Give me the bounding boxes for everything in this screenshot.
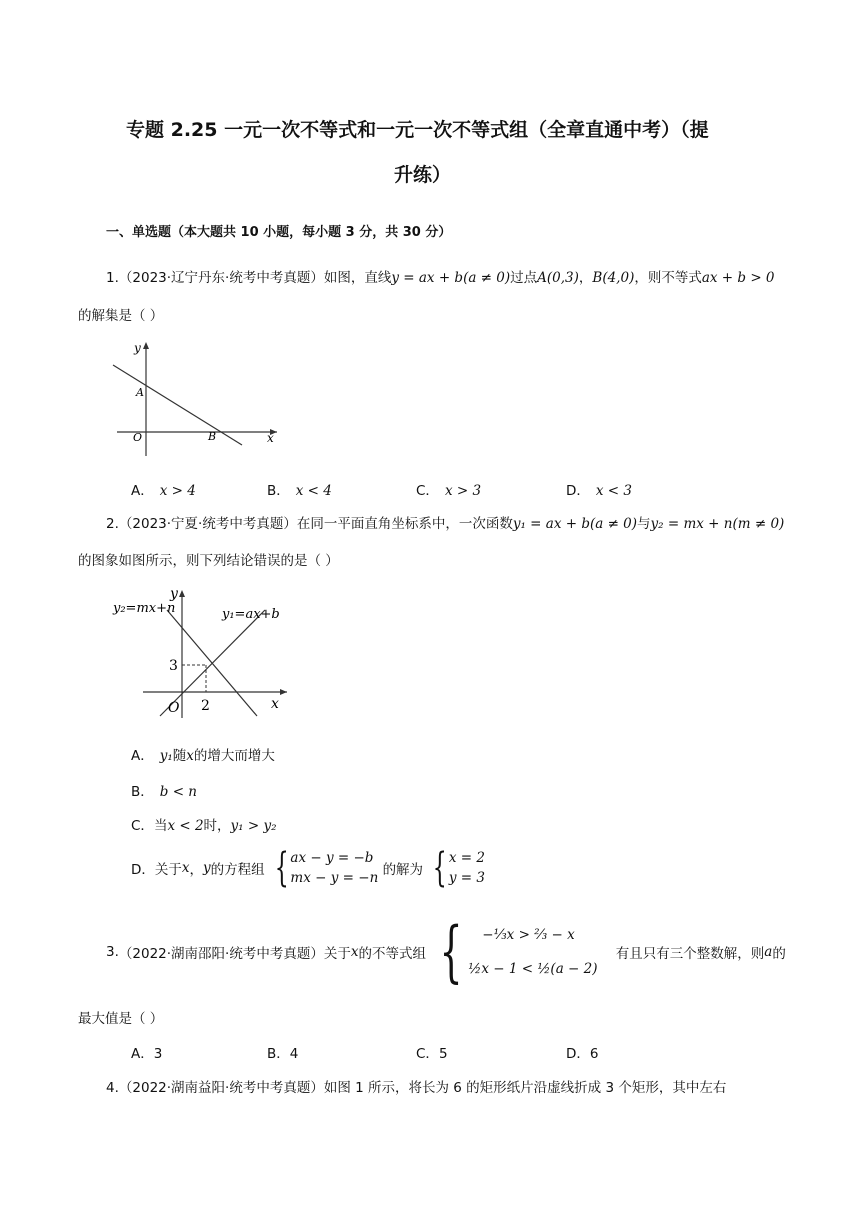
- x-axis-arrow: [280, 689, 287, 695]
- section-heading: 一、单选题（本大题共 10 小题，每小题 3 分，共 30 分）: [106, 225, 452, 240]
- line-y1-label: y₁=ax+b: [222, 607, 280, 622]
- brace-icon: {: [274, 845, 289, 891]
- option-math: y₁: [159, 748, 173, 764]
- option-c[interactable]: [131, 814, 277, 834]
- x-axis-label: x: [267, 431, 274, 445]
- inequality-1: −⅓x > ⅔ − x: [482, 927, 575, 943]
- question-number: 4.: [106, 1080, 119, 1096]
- x-axis-label: x: [271, 696, 279, 712]
- origin-label: O: [133, 431, 143, 444]
- option-label: D．: [566, 483, 590, 499]
- question-text: 有且只有三个整数解，则: [615, 946, 765, 962]
- page-title-line2: 升练）: [394, 164, 452, 186]
- option-math: x < 3: [595, 483, 633, 499]
- option-label: A．: [131, 748, 154, 764]
- question-2-stem: [106, 512, 784, 532]
- math-inequality: ax + b > 0: [701, 270, 775, 286]
- page-title-line1: 专题 2.25 一元一次不等式和一元一次不等式组（全章直通中考）（提: [126, 119, 709, 141]
- option-math: x > 4: [159, 483, 196, 499]
- option-label: A．: [131, 1046, 154, 1062]
- option-d[interactable]: [566, 1042, 599, 1062]
- option-math: x: [186, 748, 194, 764]
- tick-label-3: 3: [169, 658, 178, 674]
- option-label: D．: [566, 1046, 590, 1062]
- option-text: 随: [172, 748, 187, 764]
- option-math: x < 4: [295, 483, 332, 499]
- math-point-b: B(4,0): [592, 270, 635, 286]
- y-axis-arrow: [143, 342, 149, 349]
- system-equation-2: mx − y = −n: [290, 870, 379, 886]
- option-label: C．: [416, 483, 439, 499]
- question-text: 的: [772, 946, 786, 962]
- question-1-stem: [106, 266, 775, 286]
- question-3-stem: [106, 913, 786, 990]
- question-number: 2.: [106, 516, 119, 532]
- question-text: 与: [637, 516, 651, 532]
- option-label: B．: [267, 1046, 290, 1062]
- question-text: ，则不等式: [634, 270, 702, 286]
- question-2-figure: [105, 580, 295, 720]
- question-4-stem: [106, 1076, 726, 1096]
- tick-label-2: 2: [201, 698, 210, 714]
- inequality-system: [430, 913, 598, 990]
- math-point-a: A(0,3): [537, 270, 579, 286]
- option-a[interactable]: [131, 1042, 162, 1062]
- option-label: D．: [131, 862, 155, 878]
- option-text: 3: [153, 1046, 163, 1062]
- point-a-label: A: [136, 386, 144, 399]
- option-a[interactable]: [131, 744, 275, 764]
- question-2-stem-line2: 的图象如图所示，则下列结论错误的是（ ）: [78, 553, 339, 569]
- option-c[interactable]: [416, 479, 481, 499]
- question-source: （2023·辽宁丹东·统考中考真题）: [118, 270, 324, 286]
- brace-icon: {: [439, 913, 463, 990]
- punctuation: ，: [189, 862, 204, 878]
- question-text: 关于: [323, 946, 351, 962]
- option-label: B．: [131, 784, 154, 800]
- option-math: b < n: [159, 784, 197, 800]
- option-c[interactable]: [416, 1042, 448, 1062]
- option-text: 的解为: [382, 862, 424, 878]
- option-text: 的方程组: [210, 862, 265, 878]
- option-b[interactable]: [131, 780, 197, 800]
- option-text: 时，: [203, 818, 231, 834]
- question-number: 1.: [106, 270, 119, 286]
- option-text: 4: [289, 1046, 299, 1062]
- line-y2: [167, 610, 257, 716]
- option-d[interactable]: [131, 845, 485, 891]
- option-text: 6: [589, 1046, 599, 1062]
- line-y2-label: y₂=mx+n: [113, 601, 176, 616]
- option-math: x > 3: [444, 483, 482, 499]
- punctuation: ，: [578, 270, 593, 286]
- math-line-equation: y = ax + b(a ≠ 0): [391, 270, 511, 286]
- math-variable-x: x: [350, 944, 359, 960]
- equation-system: [269, 845, 379, 891]
- math-function-y1: y₁ = ax + b(a ≠ 0): [512, 516, 638, 532]
- option-math: x < 2: [167, 818, 204, 834]
- question-1-figure: [105, 338, 285, 458]
- brace-icon: {: [433, 845, 448, 891]
- question-text: （2022·湖南益阳·统考中考真题）如图 1 所示，将长为 6 的矩形纸片沿虚线折成 3 个矩形，其中左右: [118, 1080, 727, 1096]
- math-function-y2: y₂ = mx + n(m ≠ 0): [650, 516, 785, 532]
- question-text: 过点: [510, 270, 538, 286]
- point-b-label: B: [208, 430, 217, 443]
- question-3-stem-line2: 最大值是（ ）: [78, 1011, 164, 1027]
- option-text: 当: [153, 818, 168, 834]
- question-number: 3.: [106, 944, 119, 960]
- y-axis-label: y: [134, 341, 141, 355]
- option-label: B．: [267, 483, 290, 499]
- option-b[interactable]: [267, 1042, 298, 1062]
- math-variable-a: a: [764, 944, 773, 960]
- solution-system: [427, 845, 485, 891]
- option-label: C．: [131, 818, 154, 834]
- option-math: y: [203, 860, 211, 876]
- question-1-stem-line2: 的解集是（ ）: [78, 308, 164, 324]
- origin-label: O: [168, 700, 180, 716]
- question-source: （2023·宁夏·统考中考真题）: [118, 516, 297, 532]
- question-text: 如图，直线: [323, 270, 392, 286]
- y-axis-label: y: [170, 586, 178, 602]
- option-b[interactable]: [267, 479, 332, 499]
- option-a[interactable]: [131, 479, 196, 499]
- option-text: 关于: [154, 862, 182, 878]
- solution-equation-2: y = 3: [448, 870, 485, 886]
- option-label: C．: [416, 1046, 439, 1062]
- solution-equation-1: x = 2: [448, 850, 485, 866]
- option-text: 的增大而增大: [193, 748, 275, 764]
- system-equation-1: ax − y = −b: [290, 850, 374, 866]
- question-text: 在同一平面直角坐标系中，一次函数: [296, 516, 513, 532]
- option-d[interactable]: [566, 479, 632, 499]
- option-label: A．: [131, 483, 154, 499]
- option-math: x: [181, 860, 190, 876]
- inequality-2: ½x − 1 < ½(a − 2): [468, 961, 598, 977]
- option-text: 5: [438, 1046, 448, 1062]
- question-text: 的不等式组: [358, 946, 426, 962]
- y-axis-arrow: [179, 590, 185, 597]
- option-math: y₁ > y₂: [230, 818, 277, 834]
- question-source: （2022·湖南邵阳·统考中考真题）: [118, 946, 324, 962]
